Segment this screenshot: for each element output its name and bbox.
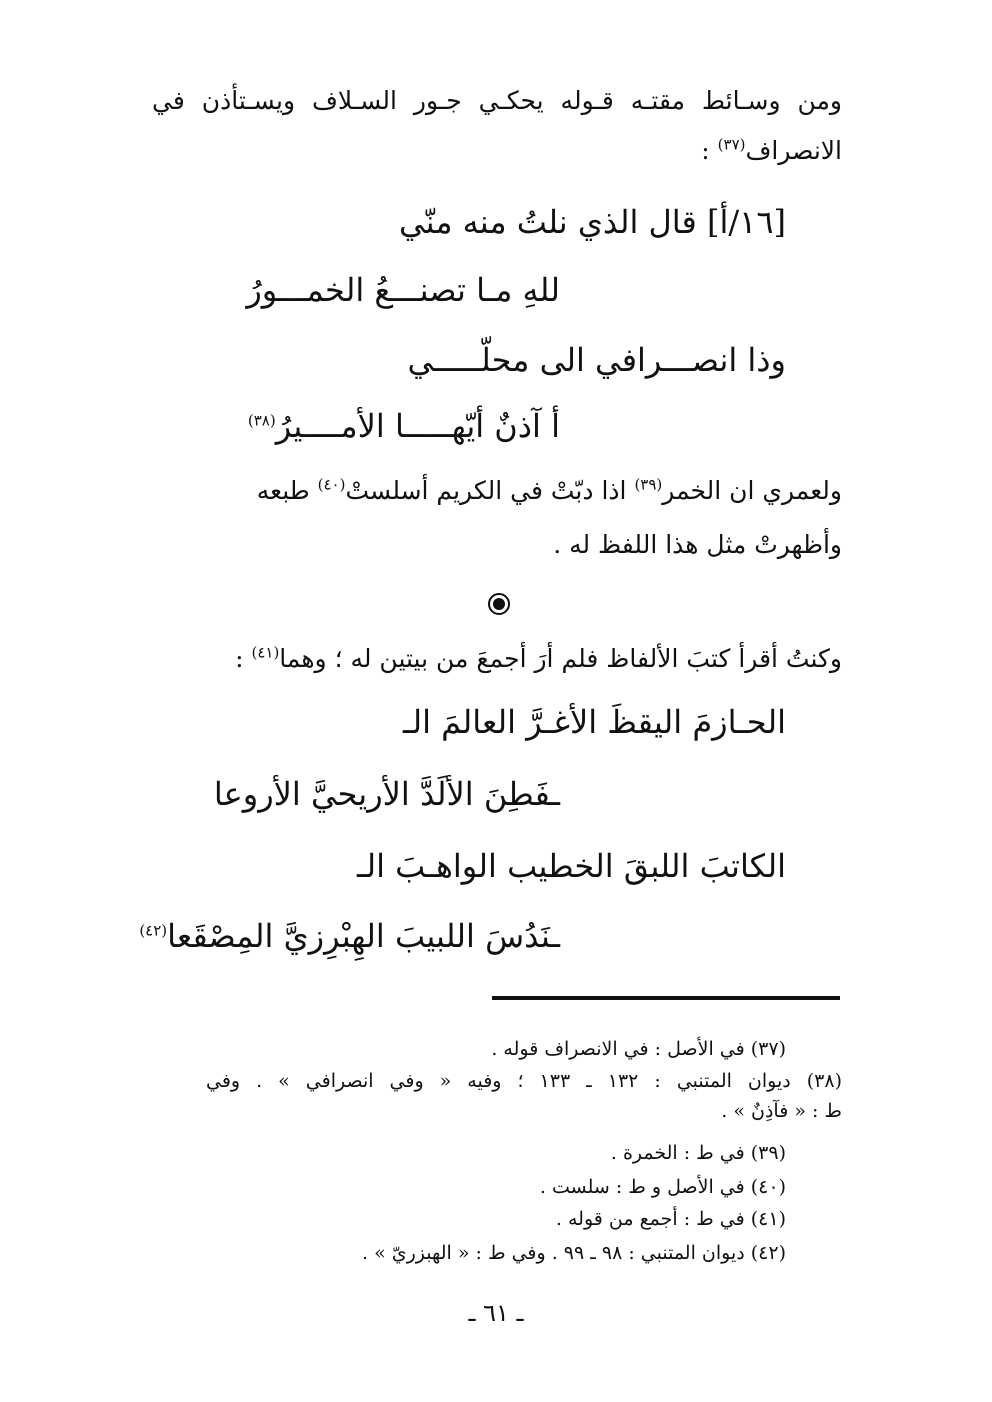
footnote-42: (٤٢) ديوان المتنبي : ٩٨ ـ ٩٩ . وفي ط : « الهبزريّ » . xyxy=(361,1242,786,1264)
footnote-40: (٤٠) في الأصل و ط : سلست . xyxy=(539,1176,786,1198)
verse-2-hemistich-1: الحـازمَ اليقظَ الأغـرَّ العالمَ الـ xyxy=(402,703,786,741)
section-ornament xyxy=(488,593,510,615)
footnote-ref-39: (٣٩) xyxy=(634,475,663,494)
footnote-ref-38: (٣٨) xyxy=(247,411,276,430)
verse-2-hemistich-4 xyxy=(139,914,560,958)
footnote-39: (٣٩) في ط : الخمرة . xyxy=(610,1142,786,1164)
footnote-37: (٣٧) في الأصل : في الانصراف قوله . xyxy=(491,1038,786,1060)
paragraph-2-line-2: وأظهرتْ مثل هذا اللفظ له . xyxy=(553,530,842,559)
verse-1-hemistich-4-text: أ آذنٌ أيّهـــــا الأمــــيرُ xyxy=(275,407,560,445)
paragraph-1-word: الانصراف xyxy=(745,136,842,165)
page-number: ـ ٦١ ـ xyxy=(468,1299,524,1327)
verse-1-hemistich-3: وذا انصـــرافي الى محلّـــــي xyxy=(407,341,786,379)
verse-1-hemistich-4 xyxy=(248,404,560,448)
paragraph-2-line-1 xyxy=(257,474,842,508)
paragraph-2-part-c: طبعه xyxy=(256,476,318,505)
footnote-38: (٣٨) ديوان المتنبي : ١٣٢ ـ ١٣٣ ؛ وفيه « وفي انصرافي » . وفي xyxy=(206,1070,842,1092)
verse-2-hemistich-2: ـفَطِنَ الألَدَّ الأريحيَّ الأروعا xyxy=(213,775,560,813)
paragraph-2-part-b: اذا دبّتْ في الكريم أسلستْ xyxy=(345,476,635,505)
paragraph-3-line-1 xyxy=(235,642,842,676)
paragraph-1-line-1: ومن وسـائط مقتـه قـوله يحكـي جـور السـلاف ويسـتأذن في xyxy=(152,86,842,115)
footnote-ref-37: (٣٧) xyxy=(717,135,746,154)
paragraph-1-colon: : xyxy=(701,136,718,165)
footnote-ref-40: (٤٠) xyxy=(317,475,346,494)
verse-2-hemistich-3: الكاتبَ اللبقَ الخطيب الواهـبَ الـ xyxy=(356,847,786,885)
paragraph-2-part-a: ولعمري ان الخمر xyxy=(662,476,842,505)
footnote-38-continued: ط : « فآذِنٌ » . xyxy=(721,1100,842,1122)
footnote-ref-41: (٤١) xyxy=(251,643,280,662)
verse-1-hemistich-1: [١٦/أ] قال الذي نلتُ منه منّي xyxy=(399,203,786,241)
footnote-41: (٤١) في ط : أجمع من قوله . xyxy=(555,1208,786,1230)
paragraph-3-text: وكنتُ أقرأ كتبَ الألفاظ فلم أرَ أجمعَ من بيتين له ؛ وهما xyxy=(279,644,842,673)
footnote-separator xyxy=(492,996,840,1000)
verse-1-hemistich-2: للهِ مـا تصنـــعُ الخمـــورُ xyxy=(246,271,560,309)
footnote-ref-42: (٤٢) xyxy=(139,921,168,940)
paragraph-3-colon: : xyxy=(235,644,252,673)
paragraph-1-line-2 xyxy=(701,134,842,168)
verse-2-hemistich-4-text: ـنَدُسَ اللبيبَ الهِبْرِزيَّ المِصْقَعا xyxy=(167,917,560,955)
